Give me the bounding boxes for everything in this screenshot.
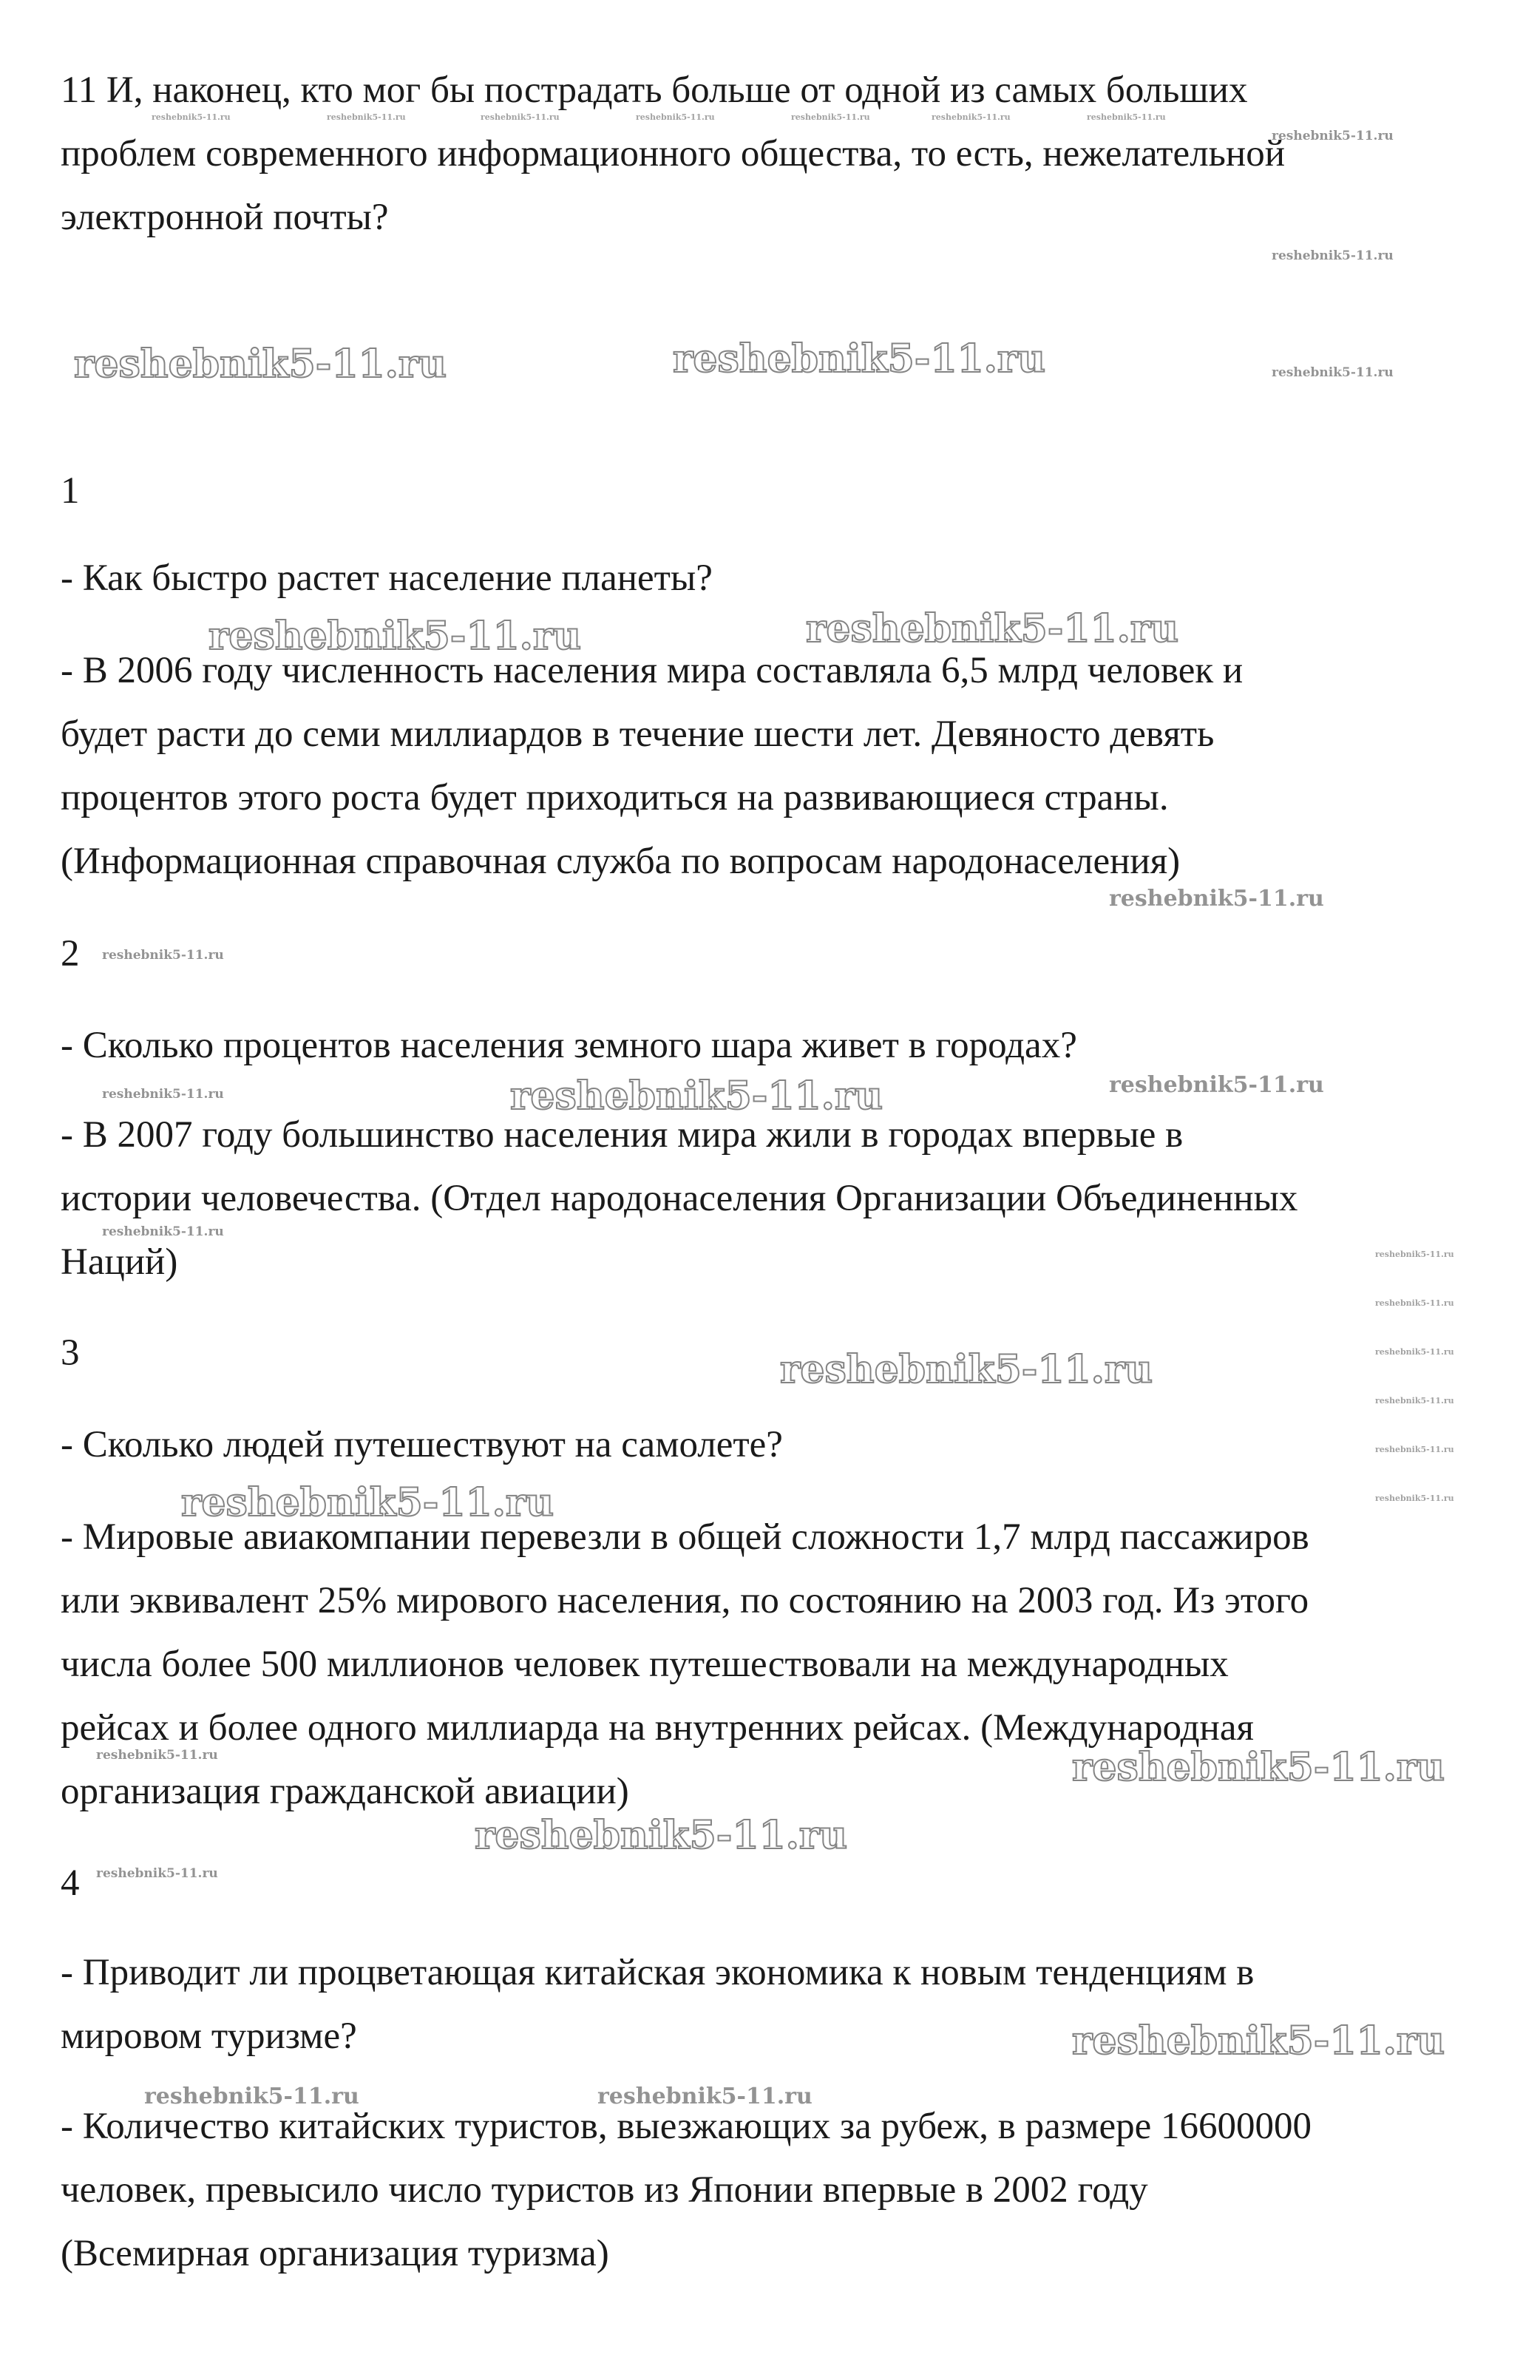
section-3-answer-line-2: или эквивалент 25% мирового населения, по состоянию на 2003 год. Из этого	[61, 1580, 1309, 1621]
section-3-answer-line-1: - Мировые авиакомпании перевезли в общей сложности 1,7 млрд пассажиров	[61, 1516, 1309, 1558]
watermark: reshebnik5-11.ru	[1375, 1396, 1454, 1406]
watermark: reshebnik5-11.ru	[932, 112, 1011, 122]
watermark: reshebnik5-11.ru	[181, 1480, 554, 1525]
section-4-question-line-1: - Приводит ли процветающая китайская экономика к новым тенденциям в	[61, 1952, 1255, 1993]
section-1-answer-line-3: процентов этого роста будет приходиться на развивающиеся страны.	[61, 777, 1169, 818]
section-4-answer-line-2: человек, превысило число туристов из Японии впервые в 2002 году	[61, 2169, 1148, 2211]
section-4-question-line-2: мировом туризме?	[61, 2015, 357, 2057]
section-3-answer-line-4: рейсах и более одного миллиарда на внутренних рейсах. (Международная	[61, 1707, 1254, 1749]
watermark: reshebnik5-11.ru	[102, 1087, 224, 1102]
section-4-answer-line-1: - Количество китайских туристов, выезжающих за рубеж, в размере 16600000	[61, 2106, 1312, 2147]
watermark: reshebnik5-11.ru	[1375, 1494, 1454, 1503]
intro-line-2: проблем современного информационного общества, то есть, нежелательной	[61, 133, 1285, 174]
watermark: reshebnik5-11.ru	[1072, 1745, 1445, 1790]
section-1-number: 1	[61, 470, 80, 512]
watermark: reshebnik5-11.ru	[1272, 365, 1394, 380]
section-3-question: - Сколько людей путешествуют на самолете?	[61, 1424, 783, 1465]
section-2-answer-line-2: истории человечества. (Отдел народонаселения Организации Объединенных	[61, 1178, 1298, 1219]
watermark: reshebnik5-11.ru	[144, 2084, 359, 2109]
watermark: reshebnik5-11.ru	[1109, 886, 1324, 912]
watermark: reshebnik5-11.ru	[1109, 1072, 1324, 1098]
section-3-answer-line-3: числа более 500 миллионов человек путешествовали на международных	[61, 1644, 1229, 1685]
section-1-answer-line-1: - В 2006 году численность населения мира составляла 6,5 млрд человек и	[61, 650, 1244, 691]
watermark: reshebnik5-11.ru	[1375, 1347, 1454, 1357]
watermark: reshebnik5-11.ru	[327, 112, 406, 122]
watermark: reshebnik5-11.ru	[152, 112, 231, 122]
section-1-answer-line-2: будет расти до семи миллиардов в течение шести лет. Девяносто девять	[61, 713, 1215, 755]
watermark: reshebnik5-11.ru	[1272, 248, 1394, 263]
watermark: reshebnik5-11.ru	[102, 948, 224, 963]
watermark: reshebnik5-11.ru	[475, 1813, 848, 1858]
watermark: reshebnik5-11.ru	[673, 336, 1046, 382]
section-1-answer-line-4: (Информационная справочная служба по вопросам народонаселения)	[61, 841, 1181, 882]
watermark: reshebnik5-11.ru	[1087, 112, 1166, 122]
section-3-number: 3	[61, 1332, 80, 1374]
watermark: reshebnik5-11.ru	[1375, 1250, 1454, 1259]
watermark: reshebnik5-11.ru	[74, 342, 447, 387]
watermark: reshebnik5-11.ru	[791, 112, 870, 122]
section-4-answer-line-3: (Всемирная организация туризма)	[61, 2233, 609, 2274]
watermark: reshebnik5-11.ru	[780, 1347, 1153, 1392]
watermark: reshebnik5-11.ru	[597, 2084, 813, 2109]
watermark: reshebnik5-11.ru	[481, 112, 560, 122]
watermark: reshebnik5-11.ru	[510, 1074, 883, 1119]
intro-line-3: электронной почты?	[61, 197, 389, 238]
watermark: reshebnik5-11.ru	[1375, 1298, 1454, 1308]
section-3-answer-line-5: организация гражданской авиации)	[61, 1771, 629, 1812]
section-2-question: - Сколько процентов населения земного шара живет в городах?	[61, 1025, 1077, 1066]
watermark: reshebnik5-11.ru	[636, 112, 715, 122]
watermark: reshebnik5-11.ru	[208, 614, 582, 659]
section-4-number: 4	[61, 1862, 80, 1904]
watermark: reshebnik5-11.ru	[1272, 129, 1394, 143]
watermark: reshebnik5-11.ru	[1072, 2018, 1445, 2064]
section-2-number: 2	[61, 933, 80, 974]
section-2-answer-line-1: - В 2007 году большинство населения мира жили в городах впервые в	[61, 1114, 1184, 1156]
watermark: reshebnik5-11.ru	[806, 606, 1179, 651]
section-1-question: - Как быстро растет население планеты?	[61, 557, 713, 599]
watermark: reshebnik5-11.ru	[102, 1224, 224, 1239]
section-2-answer-line-3: Наций)	[61, 1241, 178, 1283]
watermark: reshebnik5-11.ru	[1375, 1445, 1454, 1454]
watermark: reshebnik5-11.ru	[96, 1866, 218, 1881]
intro-line-1: 11 И, наконец, кто мог бы пострадать больше от одной из самых больших	[61, 69, 1248, 111]
watermark: reshebnik5-11.ru	[96, 1748, 218, 1763]
